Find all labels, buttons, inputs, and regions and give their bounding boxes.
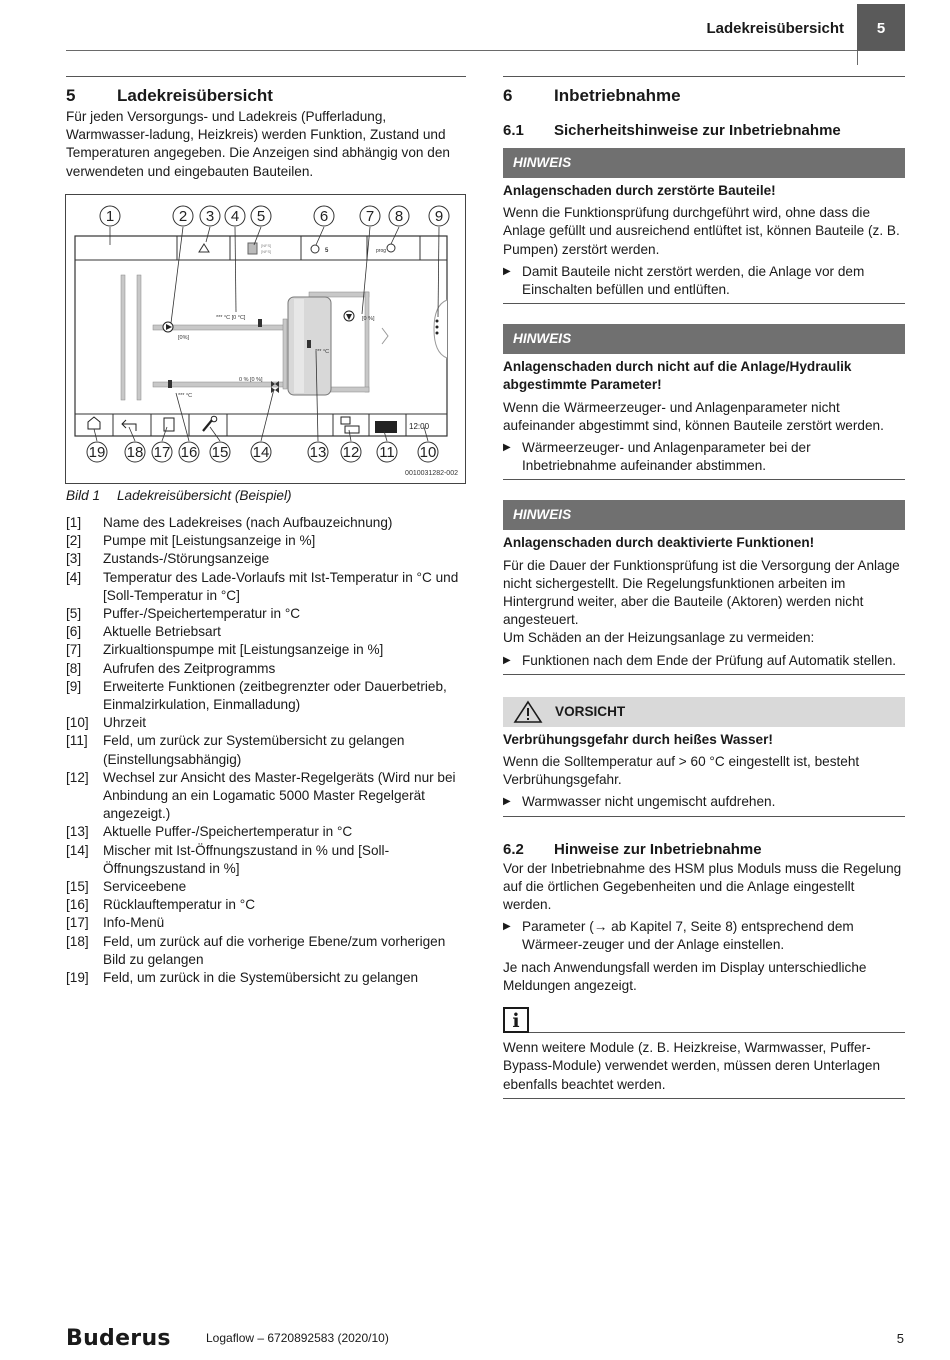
legend-item [66,623,468,641]
legend-text: Name des Ladekreises (nach Aufbauzeichnung) [103,515,393,530]
svg-text:[NFS]: [NFS] [261,243,272,248]
legend-text: Info-Menü [103,915,165,931]
notice-body: Für die Dauer der Funktionsprüfung ist die Versorgung der Anlage nicht sichergestellt. Die Regelungsfunktionen arbeiten im Hintergrund weiter, aber die Bauteile (Aktoren) werden nicht angesteuert. [503,557,900,628]
callouts-bottom [87,442,438,462]
legend-text: Serviceebene [103,879,187,895]
svg-text:prog: prog [376,248,387,254]
svg-text:[0 %]: [0 %] [362,316,375,322]
footer-document-id: Logaflow – 6720892583 (2020/10) [206,1331,389,1345]
figure-legend [66,514,468,987]
chapter-tab: 5 [857,4,905,51]
callout-number: 19 [88,444,106,461]
page-number: 5 [896,1331,904,1346]
section-5-heading [66,86,273,106]
legend-key: [17] [66,915,89,931]
figure-diagram [66,195,465,483]
legend-text: Uhrzeit [103,715,147,731]
notice-bullet: ▶ Funktionen nach dem Ende der Prüfung auf Automatik stellen. [503,652,905,670]
legend-key: [6] [66,624,82,640]
callout-number: 9 [434,208,444,225]
legend-item [66,532,468,550]
legend-item [66,896,468,914]
caution-box [503,697,905,817]
legend-text: Feld, um zurück auf die vorherige Ebene/zum vorherigen Bild zu gelangen [103,933,446,967]
legend-item [66,914,468,932]
legend-key: [4] [66,569,82,585]
legend-item [66,514,468,532]
legend-key: [11] [66,733,88,749]
legend-text: Zustands-/Störungsanzeige [103,551,270,567]
section-rule [503,76,905,77]
running-header-title: Ladekreisübersicht [706,20,844,37]
legend-text: Feld, um zurück zur Systemübersicht zu gelangen (Einstellungsabhängig) [103,733,405,767]
section-number: 6 [503,86,513,105]
notice-body-2: Um Schäden an der Heizungsanlage zu vermeiden: [503,630,815,646]
legend-item [66,769,468,824]
legend-text: Rücklauftemperatur in °C [103,897,256,913]
callout-number: 15 [211,444,229,461]
notice-bullet: ▶ Wärmeerzeuger- und Anlagenparameter bei der Inbetriebnahme aufeinander abstimmen. [503,439,905,475]
svg-text:5: 5 [325,248,329,254]
legend-item [66,605,468,623]
legend-text: Temperatur des Lade-Vorlaufs mit Ist-Temperatur in °C und [Soll-Temperatur in °C] [103,569,459,603]
legend-item [66,641,468,659]
callout-number: 17 [153,444,171,461]
callout-number: 2 [178,208,188,225]
svg-text:[NFS]: [NFS] [261,249,272,254]
legend-item [66,823,468,841]
legend-item [66,732,468,768]
figure-caption [66,488,292,503]
legend-text: Wechsel zur Ansicht des Master-Regelgeräts (Wird nur bei Anbindung an ein Logamatic 5000 Master Regelgerät angezeigt.) [103,769,456,822]
subsection-6-2-heading: 6.2 Hinweise zur Inbetriebnahme [503,840,762,858]
callout-number: 4 [230,208,240,225]
section-title: Ladekreisübersicht [117,86,273,105]
caption-label: Bild 1 [66,488,101,503]
legend-item [66,678,468,714]
section-rule [66,76,466,77]
brand-logo: Buderus [66,1326,171,1351]
section-5-intro: Für jeden Versorgungs- und Ladekreis (Pufferladung, Warmwasser-ladung, Heizkreis) werden Funktion, Zustand und Temperaturen angegeben. Die Anzeigen sind abhängig von den verwendeten und eingebauten Bauteilen. [66,109,450,179]
callout-number: 12 [342,444,360,461]
subsection-6-2-body-2: Je nach Anwendungsfall werden im Display unterschiedliche Meldungen angezeigt. [503,959,867,993]
legend-key: [19] [66,970,89,986]
legend-item [66,933,468,969]
legend-key: [8] [66,660,82,676]
header-tick [857,51,858,65]
legend-text: Aktuelle Puffer-/Speichertemperatur in °C [103,824,353,840]
display-frame [75,236,447,436]
caution-body: Wenn die Solltemperatur auf > 60 °C eingestellt ist, besteht Verbrühungsgefahr. [503,754,860,788]
legend-item [66,714,468,732]
warning-triangle-icon [513,700,543,724]
callout-number: 14 [252,444,270,461]
system-overview-icon [375,421,397,433]
caution-bullet: ▶ Warmwasser nicht ungemischt aufdrehen. [503,793,905,811]
legend-text: Pumpe mit [Leistungsanzeige in %] [103,533,316,549]
caption-text: Ladekreisübersicht (Beispiel) [117,488,292,503]
legend-text: Erweiterte Funktionen (zeitbegrenzter oder Dauerbetrieb, Einmalzirkulation, Einmalladung) [103,678,447,713]
bullet-arrow-icon: ▶ [503,265,511,277]
notice-heading: Anlagenschaden durch zerstörte Bauteile! [503,183,776,198]
notice-heading: Anlagenschaden durch nicht auf die Anlage/Hydraulik abgestimmte Parameter! [503,359,852,393]
legend-item [66,569,468,605]
legend-key: [18] [66,933,89,949]
svg-text:0 % [0 %]: 0 % [0 %] [239,377,263,383]
callout-number: 18 [126,444,144,461]
svg-text:*** °C: *** °C [178,393,193,399]
legend-item [66,550,468,568]
info-box [503,1007,905,1099]
section-number: 5 [66,86,76,105]
callout-number: 11 [379,444,395,461]
notice-bullet: ▶ Damit Bauteile nicht zerstört werden, die Anlage vor dem Einschalten befüllen und entlüften. [503,263,905,299]
info-text: Wenn weitere Module (z. B. Heizkreise, Warmwasser, Puffer-Bypass-Module) verwendet werden, müssen deren Unterlagen ebenfalls beachtet werden. [503,1040,881,1092]
caution-heading: Verbrühungsgefahr durch heißes Wasser! [503,731,773,747]
legend-item [66,969,468,987]
legend-text: Puffer-/Speichertemperatur in °C [103,606,301,622]
bullet-arrow-icon: ▶ [503,654,511,666]
legend-key: [15] [66,879,89,895]
callout-number: 1 [105,208,115,225]
legend-item [66,842,468,878]
section-title: Inbetriebnahme [554,86,681,105]
tank-small-icon [248,243,257,254]
legend-text: Zirkualtionspumpe mit [Leistungsanzeige in %] [103,642,384,658]
subsection-6-1-heading: 6.1 Sicherheitshinweise zur Inbetriebnahme [503,122,841,139]
subsection-6-2-body: Vor der Inbetriebnahme des HSM plus Moduls muss die Regelung auf die örtlichen Gegebenheiten und die Anlage eingestellt werden. [503,860,902,913]
section-6-heading [503,86,905,106]
notice-label: HINWEIS [503,324,905,354]
callout-number: 16 [180,444,198,461]
legend-key: [16] [66,897,89,913]
svg-text:[0%]: [0%] [178,335,190,341]
notice-body: Wenn die Wärmeerzeuger- und Anlagenparameter nicht aufeinander abgestimmt sind, können Bauteile zerstört werden. [503,399,884,433]
figure-code: 0010031282-002 [405,470,458,477]
legend-text: Mischer mit Ist-Öffnungszustand in % und [Soll-Öffnungszustand in %] [103,842,390,876]
callout-number: 3 [205,208,215,225]
bullet-arrow-icon: ▶ [503,921,511,933]
legend-key: [2] [66,533,82,549]
legend-key: [9] [66,678,82,694]
legend-text: Feld, um zurück in die Systemübersicht zu gelangen [103,970,419,986]
callout-number: 8 [394,208,404,225]
legend-key: [1] [66,515,82,530]
notice-label: HINWEIS [503,148,905,178]
legend-item [66,878,468,896]
notice-box [503,324,905,480]
caution-label-bar [503,697,905,727]
callout-number: 10 [419,444,437,461]
notice-box [503,500,905,674]
header-rule [66,50,857,51]
legend-text: Aktuelle Betriebsart [103,624,221,640]
notice-heading: Anlagenschaden durch deaktivierte Funktionen! [503,535,815,551]
legend-key: [14] [66,842,89,858]
caution-label: VORSICHT [555,703,626,719]
notice-box [503,148,905,304]
callout-number: 7 [365,208,375,225]
legend-key: [10] [66,715,89,731]
callout-number: 6 [319,208,329,225]
bullet-arrow-icon: ▶ [503,442,511,454]
svg-text:12:00: 12:00 [409,422,430,431]
notice-label: HINWEIS [503,500,905,530]
legend-key: [13] [66,824,89,840]
legend-key: [7] [66,642,82,658]
legend-item [66,660,468,678]
svg-text:*** °C [0 °C]: *** °C [0 °C] [216,315,246,321]
callout-number: 13 [309,444,327,461]
subsection-6-2-bullet: ▶ Parameter (→ ab Kapitel 7, Seite 8) entsprechend dem Wärmeer-zeuger und der Anlage einstellen. [503,918,905,954]
section-6 [503,84,905,1099]
callouts-top [100,206,449,226]
notice-body: Wenn die Funktionsprüfung durchgeführt wird, ohne dass die Anlage gefüllt und ausreichend entlüftet ist, können Bauteile (z. B. Pumpen) zerstört werden. [503,205,900,257]
legend-key: [5] [66,606,82,622]
legend-key: [3] [66,551,82,567]
svg-text:*** °C: *** °C [315,349,330,355]
bullet-arrow-icon: ▶ [503,796,511,808]
callout-number: 5 [256,208,266,225]
figure-ladekreis [65,194,466,484]
legend-text: Aufrufen des Zeitprogramms [103,660,276,676]
legend-key: [12] [66,769,89,785]
info-icon: i [503,1007,529,1033]
